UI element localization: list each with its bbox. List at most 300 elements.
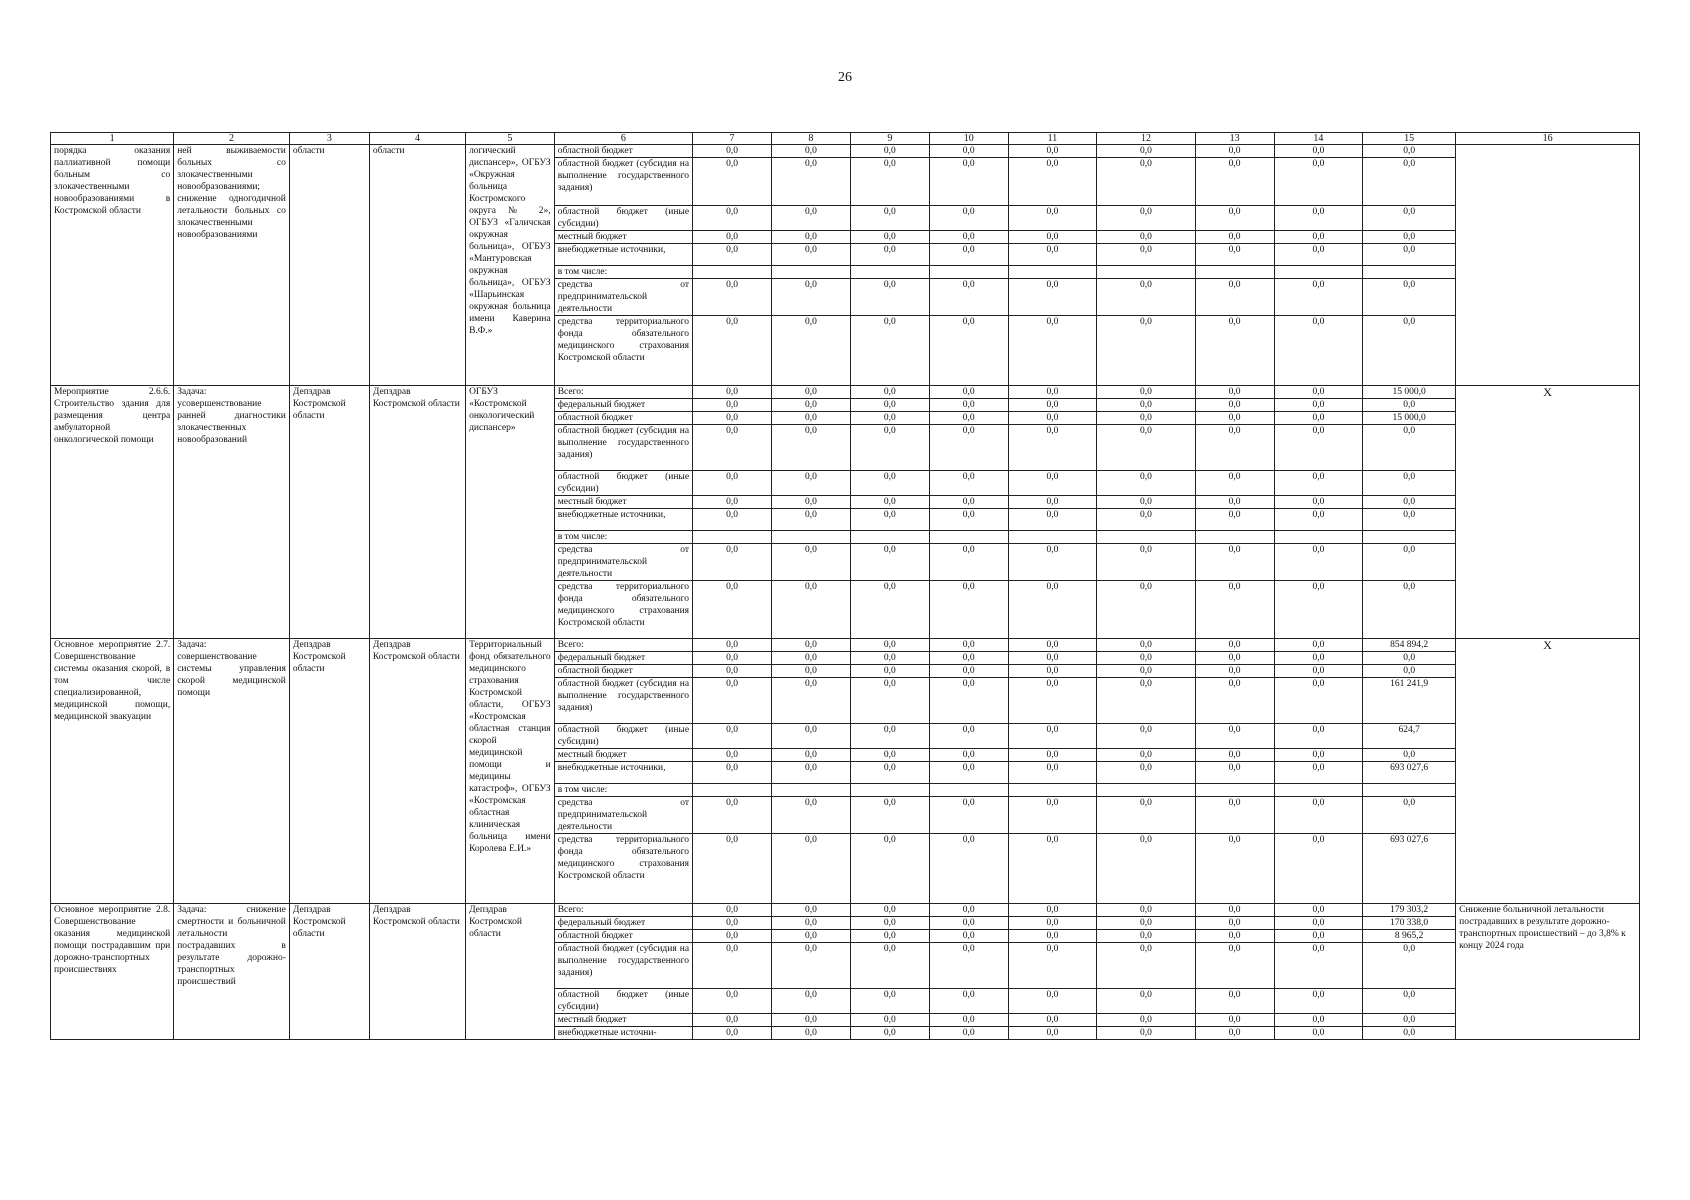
value-cell: 0,0 <box>1097 678 1195 724</box>
value-cell: 0,0 <box>929 145 1008 158</box>
value-cell: 0,0 <box>850 244 929 266</box>
value-cell: 0,0 <box>1008 412 1097 425</box>
value-cell: 0,0 <box>693 917 772 930</box>
funding-source-cell: местный бюджет <box>554 231 692 244</box>
value-cell: 0,0 <box>693 244 772 266</box>
column-number-3: 3 <box>289 133 369 145</box>
value-cell: 0,0 <box>850 678 929 724</box>
executor-cell: области <box>289 145 369 386</box>
value-cell: 0,0 <box>850 399 929 412</box>
column-number-13: 13 <box>1195 133 1274 145</box>
coexecutor-cell: Депздрав Костромской области <box>369 386 465 639</box>
value-cell: 0,0 <box>1363 509 1456 531</box>
value-cell: 0,0 <box>693 496 772 509</box>
value-cell: 0,0 <box>693 386 772 399</box>
value-cell <box>771 784 850 797</box>
value-cell: 0,0 <box>929 509 1008 531</box>
value-cell: 0,0 <box>850 639 929 652</box>
value-cell: 0,0 <box>1097 496 1195 509</box>
value-cell <box>693 266 772 279</box>
value-cell: 0,0 <box>693 509 772 531</box>
value-cell: 0,0 <box>1274 904 1363 917</box>
value-cell: 0,0 <box>1008 1027 1097 1040</box>
value-cell: 0,0 <box>1097 386 1195 399</box>
value-cell <box>1195 266 1274 279</box>
column-number-5: 5 <box>466 133 555 145</box>
value-cell: 0,0 <box>929 231 1008 244</box>
funding-source-cell: местный бюджет <box>554 749 692 762</box>
value-cell: 0,0 <box>929 412 1008 425</box>
value-cell: 0,0 <box>850 943 929 989</box>
value-cell: 0,0 <box>1097 158 1195 206</box>
value-cell <box>771 266 850 279</box>
value-cell: 0,0 <box>929 762 1008 784</box>
value-cell: 0,0 <box>1195 412 1274 425</box>
value-cell: 0,0 <box>1097 145 1195 158</box>
value-cell: 0,0 <box>1195 425 1274 471</box>
value-cell: 0,0 <box>771 943 850 989</box>
value-cell <box>693 531 772 544</box>
funding-source-cell: внебюджетные источники, <box>554 244 692 266</box>
value-cell: 170 338,0 <box>1363 917 1456 930</box>
value-cell: 0,0 <box>1274 917 1363 930</box>
column-number-10: 10 <box>929 133 1008 145</box>
value-cell: 0,0 <box>1274 581 1363 639</box>
value-cell: 0,0 <box>771 145 850 158</box>
value-cell: 0,0 <box>693 412 772 425</box>
column-number-6: 6 <box>554 133 692 145</box>
funding-source-cell: в том числе: <box>554 784 692 797</box>
value-cell: 0,0 <box>771 904 850 917</box>
value-cell: 0,0 <box>929 425 1008 471</box>
value-cell: 0,0 <box>1363 206 1456 231</box>
value-cell: 0,0 <box>1274 797 1363 834</box>
value-cell: 0,0 <box>1008 749 1097 762</box>
value-cell <box>693 784 772 797</box>
activity-cell: Мероприятие 2.6.6. Строительство здания для размещения центра амбулаторной онкологической помощи <box>51 386 174 639</box>
column-number-1: 1 <box>51 133 174 145</box>
value-cell: 0,0 <box>1097 206 1195 231</box>
value-cell: 0,0 <box>1008 943 1097 989</box>
value-cell: 0,0 <box>1097 399 1195 412</box>
value-cell: 0,0 <box>1363 1014 1456 1027</box>
value-cell: 0,0 <box>1097 834 1195 904</box>
value-cell: 0,0 <box>1274 544 1363 581</box>
value-cell: 0,0 <box>1274 1027 1363 1040</box>
value-cell: 0,0 <box>850 158 929 206</box>
value-cell: 0,0 <box>1195 279 1274 316</box>
value-cell: 0,0 <box>1097 930 1195 943</box>
value-cell: 0,0 <box>1274 665 1363 678</box>
value-cell: 0,0 <box>1008 244 1097 266</box>
value-cell: 0,0 <box>850 904 929 917</box>
value-cell: 854 894,2 <box>1363 639 1456 652</box>
value-cell: 0,0 <box>850 797 929 834</box>
value-cell: 0,0 <box>850 834 929 904</box>
value-cell: 0,0 <box>1008 1014 1097 1027</box>
value-cell: 0,0 <box>1363 316 1456 386</box>
value-cell: 0,0 <box>693 834 772 904</box>
value-cell: 0,0 <box>929 724 1008 749</box>
table-row <box>51 904 1640 917</box>
value-cell <box>1363 531 1456 544</box>
value-cell: 0,0 <box>850 231 929 244</box>
value-cell: 0,0 <box>1097 989 1195 1014</box>
value-cell: 0,0 <box>1008 231 1097 244</box>
value-cell: 0,0 <box>929 206 1008 231</box>
column-number-7: 7 <box>693 133 772 145</box>
value-cell: 0,0 <box>1363 231 1456 244</box>
value-cell: 0,0 <box>850 496 929 509</box>
value-cell: 0,0 <box>693 316 772 386</box>
value-cell: 0,0 <box>850 471 929 496</box>
activity-cell: Основное мероприятие 2.8. Совершенствование оказания медицинской помощи пострадавшим при дорожно-транспортных происшествиях <box>51 904 174 1040</box>
value-cell: 0,0 <box>1097 1014 1195 1027</box>
value-cell: 0,0 <box>1097 425 1195 471</box>
value-cell: 0,0 <box>693 231 772 244</box>
task-cell: Задача: усовершенствование ранней диагностики злокачественных новообразований <box>174 386 290 639</box>
value-cell: 0,0 <box>1274 724 1363 749</box>
funding-source-cell: областной бюджет (субсидия на выполнение государственного задания) <box>554 943 692 989</box>
value-cell: 0,0 <box>771 244 850 266</box>
value-cell: 0,0 <box>693 581 772 639</box>
value-cell: 0,0 <box>1008 145 1097 158</box>
column-number-9: 9 <box>850 133 929 145</box>
funding-source-cell: федеральный бюджет <box>554 652 692 665</box>
value-cell: 0,0 <box>1274 425 1363 471</box>
value-cell: 0,0 <box>1097 652 1195 665</box>
funding-source-cell: областной бюджет <box>554 930 692 943</box>
funding-source-cell: местный бюджет <box>554 1014 692 1027</box>
value-cell: 161 241,9 <box>1363 678 1456 724</box>
value-cell: 0,0 <box>1008 989 1097 1014</box>
value-cell: 0,0 <box>929 399 1008 412</box>
value-cell: 0,0 <box>693 471 772 496</box>
funding-source-cell: местный бюджет <box>554 496 692 509</box>
value-cell: 0,0 <box>850 412 929 425</box>
value-cell: 0,0 <box>1274 158 1363 206</box>
value-cell: 0,0 <box>929 917 1008 930</box>
value-cell <box>1008 266 1097 279</box>
value-cell: 0,0 <box>1363 158 1456 206</box>
value-cell: 0,0 <box>1274 930 1363 943</box>
value-cell: 0,0 <box>1195 231 1274 244</box>
value-cell: 0,0 <box>1008 425 1097 471</box>
funding-source-cell: Всего: <box>554 904 692 917</box>
value-cell: 0,0 <box>693 1027 772 1040</box>
participants-cell: Депздрав Костромской области <box>466 904 555 1040</box>
value-cell: 0,0 <box>1195 386 1274 399</box>
coexecutor-cell: Депздрав Костромской области <box>369 639 465 904</box>
value-cell <box>1195 784 1274 797</box>
value-cell: 0,0 <box>1195 917 1274 930</box>
value-cell: 0,0 <box>1195 762 1274 784</box>
column-number-4: 4 <box>369 133 465 145</box>
funding-source-cell: в том числе: <box>554 266 692 279</box>
funding-source-cell: средства от предпринимательской деятельности <box>554 544 692 581</box>
value-cell: 0,0 <box>771 665 850 678</box>
value-cell: 0,0 <box>1195 145 1274 158</box>
value-cell: 0,0 <box>1008 665 1097 678</box>
value-cell: 0,0 <box>1097 1027 1195 1040</box>
result-cell: X <box>1456 639 1640 904</box>
value-cell: 0,0 <box>1195 639 1274 652</box>
column-number-2: 2 <box>174 133 290 145</box>
value-cell <box>929 531 1008 544</box>
value-cell: 693 027,6 <box>1363 834 1456 904</box>
value-cell: 0,0 <box>1008 206 1097 231</box>
value-cell <box>1195 531 1274 544</box>
value-cell: 0,0 <box>1008 917 1097 930</box>
funding-source-cell: областной бюджет (иные субсидии) <box>554 724 692 749</box>
value-cell: 0,0 <box>1195 652 1274 665</box>
funding-source-cell: областной бюджет (иные субсидии) <box>554 206 692 231</box>
value-cell: 0,0 <box>1363 1027 1456 1040</box>
value-cell: 0,0 <box>1274 639 1363 652</box>
column-number-8: 8 <box>771 133 850 145</box>
value-cell: 0,0 <box>693 279 772 316</box>
value-cell: 0,0 <box>1097 544 1195 581</box>
funding-source-cell: областной бюджет <box>554 665 692 678</box>
value-cell: 0,0 <box>929 930 1008 943</box>
value-cell: 0,0 <box>1195 930 1274 943</box>
value-cell: 0,0 <box>929 386 1008 399</box>
value-cell <box>929 266 1008 279</box>
value-cell: 0,0 <box>1195 665 1274 678</box>
value-cell: 0,0 <box>929 989 1008 1014</box>
value-cell: 0,0 <box>850 206 929 231</box>
value-cell: 0,0 <box>1363 665 1456 678</box>
value-cell: 0,0 <box>1195 797 1274 834</box>
value-cell: 0,0 <box>850 917 929 930</box>
value-cell: 0,0 <box>929 1027 1008 1040</box>
value-cell: 0,0 <box>1363 544 1456 581</box>
value-cell: 0,0 <box>693 749 772 762</box>
value-cell: 0,0 <box>1274 471 1363 496</box>
value-cell <box>1274 266 1363 279</box>
value-cell: 0,0 <box>771 279 850 316</box>
value-cell <box>1363 784 1456 797</box>
column-number-16: 16 <box>1456 133 1640 145</box>
value-cell: 0,0 <box>1274 279 1363 316</box>
value-cell: 0,0 <box>771 412 850 425</box>
value-cell: 0,0 <box>1274 316 1363 386</box>
value-cell: 0,0 <box>850 425 929 471</box>
value-cell: 0,0 <box>929 1014 1008 1027</box>
funding-source-cell: средства территориального фонда обязательного медицинского страхования Костромской области <box>554 316 692 386</box>
value-cell: 0,0 <box>771 386 850 399</box>
value-cell: 0,0 <box>1008 158 1097 206</box>
value-cell: 0,0 <box>771 399 850 412</box>
value-cell: 0,0 <box>1008 399 1097 412</box>
value-cell: 0,0 <box>929 904 1008 917</box>
value-cell: 0,0 <box>929 749 1008 762</box>
funding-source-cell: внебюджетные источники, <box>554 509 692 531</box>
table-row <box>51 639 1640 652</box>
coexecutor-cell: области <box>369 145 465 386</box>
value-cell: 0,0 <box>1195 724 1274 749</box>
value-cell: 0,0 <box>850 762 929 784</box>
value-cell: 0,0 <box>850 316 929 386</box>
value-cell: 0,0 <box>771 834 850 904</box>
funding-source-cell: федеральный бюджет <box>554 917 692 930</box>
value-cell: 0,0 <box>693 724 772 749</box>
value-cell: 0,0 <box>1097 665 1195 678</box>
value-cell: 0,0 <box>929 943 1008 989</box>
value-cell: 0,0 <box>1097 316 1195 386</box>
task-cell: Задача: снижение смертности и больничной летальности пострадавших в результате дорожно-транспортных происшествий <box>174 904 290 1040</box>
value-cell: 0,0 <box>693 904 772 917</box>
funding-source-cell: средства территориального фонда обязательного медицинского страхования Костромской области <box>554 834 692 904</box>
value-cell: 0,0 <box>1008 544 1097 581</box>
value-cell: 0,0 <box>929 158 1008 206</box>
table-row <box>51 386 1640 399</box>
value-cell: 0,0 <box>929 834 1008 904</box>
value-cell: 0,0 <box>771 471 850 496</box>
value-cell <box>1274 531 1363 544</box>
value-cell <box>1008 531 1097 544</box>
value-cell: 0,0 <box>1008 581 1097 639</box>
value-cell: 0,0 <box>929 544 1008 581</box>
value-cell: 0,0 <box>1008 834 1097 904</box>
value-cell: 0,0 <box>771 749 850 762</box>
value-cell: 0,0 <box>1274 678 1363 724</box>
value-cell: 0,0 <box>1195 1027 1274 1040</box>
value-cell: 0,0 <box>771 797 850 834</box>
funding-source-cell: внебюджетные источники, <box>554 762 692 784</box>
value-cell: 0,0 <box>1195 244 1274 266</box>
value-cell: 0,0 <box>693 544 772 581</box>
value-cell: 0,0 <box>771 158 850 206</box>
value-cell: 0,0 <box>850 749 929 762</box>
value-cell: 15 000,0 <box>1363 412 1456 425</box>
value-cell: 0,0 <box>1008 678 1097 724</box>
value-cell: 0,0 <box>1274 145 1363 158</box>
value-cell: 0,0 <box>1274 231 1363 244</box>
value-cell: 0,0 <box>693 145 772 158</box>
value-cell: 0,0 <box>1195 989 1274 1014</box>
value-cell: 0,0 <box>693 425 772 471</box>
value-cell: 0,0 <box>1363 399 1456 412</box>
value-cell: 0,0 <box>771 496 850 509</box>
value-cell: 0,0 <box>1195 471 1274 496</box>
value-cell: 0,0 <box>1363 145 1456 158</box>
value-cell: 0,0 <box>1008 797 1097 834</box>
value-cell: 0,0 <box>771 1014 850 1027</box>
value-cell: 0,0 <box>1097 581 1195 639</box>
value-cell: 0,0 <box>693 639 772 652</box>
funding-source-cell: в том числе: <box>554 531 692 544</box>
value-cell: 0,0 <box>1363 244 1456 266</box>
value-cell: 0,0 <box>1363 989 1456 1014</box>
value-cell: 0,0 <box>771 425 850 471</box>
value-cell: 0,0 <box>1195 749 1274 762</box>
value-cell: 0,0 <box>1195 509 1274 531</box>
value-cell: 0,0 <box>850 145 929 158</box>
value-cell: 0,0 <box>1008 904 1097 917</box>
value-cell: 0,0 <box>1097 762 1195 784</box>
value-cell: 0,0 <box>693 399 772 412</box>
task-cell: Задача: совершенствование системы управления скорой медицинской помощи <box>174 639 290 904</box>
value-cell: 0,0 <box>850 989 929 1014</box>
column-number-11: 11 <box>1008 133 1097 145</box>
value-cell: 0,0 <box>850 1027 929 1040</box>
value-cell: 0,0 <box>929 316 1008 386</box>
value-cell: 0,0 <box>1274 412 1363 425</box>
value-cell: 0,0 <box>1274 749 1363 762</box>
value-cell: 0,0 <box>1195 581 1274 639</box>
value-cell: 0,0 <box>1008 386 1097 399</box>
funding-source-cell: областной бюджет (субсидия на выполнение государственного задания) <box>554 158 692 206</box>
value-cell: 0,0 <box>1195 904 1274 917</box>
funding-source-cell: внебюджетные источни- <box>554 1027 692 1040</box>
value-cell: 0,0 <box>1008 724 1097 749</box>
funding-source-cell: средства от предпринимательской деятельности <box>554 279 692 316</box>
funding-source-cell: средства от предпринимательской деятельности <box>554 797 692 834</box>
value-cell <box>929 784 1008 797</box>
value-cell: 0,0 <box>1097 724 1195 749</box>
value-cell <box>850 784 929 797</box>
value-cell: 0,0 <box>1195 496 1274 509</box>
value-cell: 0,0 <box>850 509 929 531</box>
value-cell: 0,0 <box>1097 279 1195 316</box>
value-cell: 0,0 <box>850 652 929 665</box>
task-cell: ней выживаемости больных со злокачественными новообразованиями; снижение одногодичной летальности больных со злокачественными новообразованиями <box>174 145 290 386</box>
value-cell: 0,0 <box>850 279 929 316</box>
result-cell <box>1456 145 1640 386</box>
value-cell: 0,0 <box>1274 244 1363 266</box>
value-cell: 0,0 <box>850 930 929 943</box>
value-cell: 0,0 <box>1363 749 1456 762</box>
value-cell: 0,0 <box>850 581 929 639</box>
value-cell: 0,0 <box>771 509 850 531</box>
value-cell: 0,0 <box>1097 639 1195 652</box>
value-cell: 0,0 <box>1274 652 1363 665</box>
value-cell <box>850 266 929 279</box>
funding-source-cell: областной бюджет (иные субсидии) <box>554 989 692 1014</box>
value-cell: 0,0 <box>1195 399 1274 412</box>
value-cell: 0,0 <box>1195 834 1274 904</box>
value-cell: 0,0 <box>929 678 1008 724</box>
value-cell: 0,0 <box>771 989 850 1014</box>
value-cell: 8 965,2 <box>1363 930 1456 943</box>
financing-table <box>50 132 1640 1040</box>
value-cell: 0,0 <box>1097 917 1195 930</box>
value-cell: 0,0 <box>693 652 772 665</box>
value-cell: 0,0 <box>771 678 850 724</box>
funding-source-cell: областной бюджет (субсидия на выполнение государственного задания) <box>554 678 692 724</box>
funding-source-cell: областной бюджет <box>554 145 692 158</box>
value-cell: 0,0 <box>1008 639 1097 652</box>
value-cell: 0,0 <box>1195 206 1274 231</box>
value-cell: 0,0 <box>1363 425 1456 471</box>
value-cell: 0,0 <box>850 544 929 581</box>
value-cell: 0,0 <box>771 544 850 581</box>
activity-cell: Основное мероприятие 2.7. Совершенствование системы оказания скорой, в том числе специализированной, медицинской помощи, медицинской эвакуации <box>51 639 174 904</box>
value-cell: 693 027,6 <box>1363 762 1456 784</box>
column-number-14: 14 <box>1274 133 1363 145</box>
value-cell: 0,0 <box>693 797 772 834</box>
value-cell: 0,0 <box>693 1014 772 1027</box>
value-cell: 0,0 <box>1274 509 1363 531</box>
value-cell: 0,0 <box>1274 206 1363 231</box>
value-cell: 0,0 <box>850 665 929 678</box>
value-cell: 0,0 <box>1363 581 1456 639</box>
funding-source-cell: федеральный бюджет <box>554 399 692 412</box>
value-cell: 0,0 <box>771 652 850 665</box>
value-cell: 0,0 <box>1274 762 1363 784</box>
value-cell: 0,0 <box>1008 509 1097 531</box>
